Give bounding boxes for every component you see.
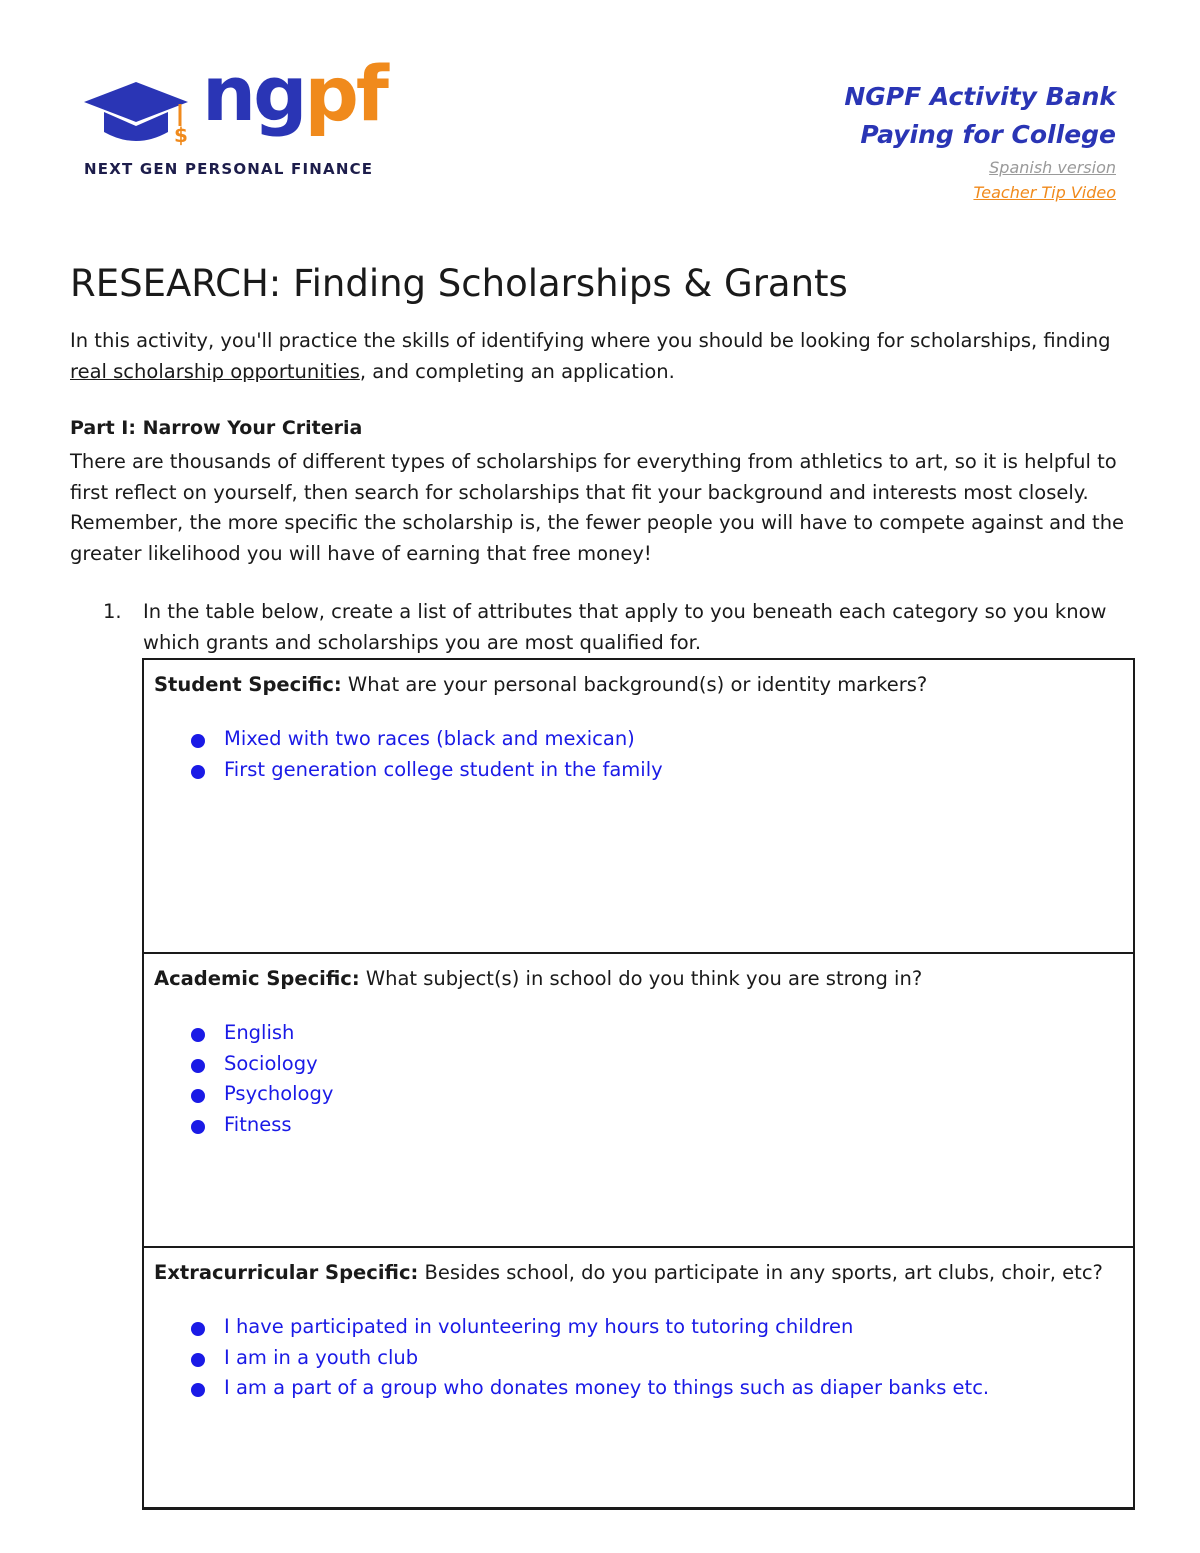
graduation-cap-icon xyxy=(84,80,202,150)
answer-item: I am in a youth club xyxy=(154,1343,1123,1374)
answer-item: I am a part of a group who donates money to things such as diaper banks etc. xyxy=(154,1373,1123,1404)
attributes-table xyxy=(142,658,1135,1510)
answer-item: Mixed with two races (black and mexican) xyxy=(154,724,1123,755)
intro-paragraph: In this activity, you'll practice the skills of identifying where you should be looking for scholarships, finding real scholarship opportunities, and completing an application. xyxy=(70,329,1111,383)
extracurricular-specific-cell[interactable] xyxy=(144,1248,1133,1507)
student-specific-cell[interactable] xyxy=(144,660,1133,954)
spanish-version-link[interactable]: Spanish version xyxy=(989,158,1116,177)
page-title: RESEARCH: Finding Scholarships & Grants xyxy=(70,262,848,305)
logo-wordmark: ngpf xyxy=(202,49,386,138)
answer-item: English xyxy=(154,1018,1123,1049)
answer-list xyxy=(154,724,1123,785)
part-heading: Part I: Narrow Your Criteria xyxy=(70,417,363,439)
unit-label: Paying for College xyxy=(860,120,1116,149)
answer-item: First generation college student in the family xyxy=(154,755,1123,786)
logo-tagline: NEXT GEN PERSONAL FINANCE xyxy=(84,160,374,178)
step-number: 1. xyxy=(103,600,122,623)
svg-text:$: $ xyxy=(174,123,188,147)
real-scholarship-opportunities-link[interactable]: real scholarship opportunities xyxy=(70,359,360,383)
activity-bank-label: NGPF Activity Bank xyxy=(844,82,1116,111)
part-description: There are thousands of different types of scholarships for everything from athletics to art, so it is helpful to first reflect on yourself, then search for scholarships that fit your background and interests most closely. Remember, the more specific the scholarship is, the fewer people you will have to compete against and the greater likelihood you will have of earning that free money! xyxy=(70,450,1125,565)
teacher-tip-video-link[interactable]: Teacher Tip Video xyxy=(973,183,1116,202)
answer-item: Psychology xyxy=(154,1079,1123,1110)
answer-list xyxy=(154,1312,1123,1404)
answer-item: I have participated in volunteering my hours to tutoring children xyxy=(154,1312,1123,1343)
cell-question: Extracurricular Specific: Besides school, do you participate in any sports, art clubs, choir, etc? xyxy=(154,1261,1103,1284)
cell-question: Student Specific: What are your personal background(s) or identity markers? xyxy=(154,673,928,696)
ngpf-logo xyxy=(84,49,386,180)
answer-list xyxy=(154,1018,1123,1140)
answer-item: Sociology xyxy=(154,1049,1123,1080)
academic-specific-cell[interactable] xyxy=(144,954,1133,1248)
header-info xyxy=(844,78,1116,202)
cell-question: Academic Specific: What subject(s) in school do you think you are strong in? xyxy=(154,967,923,990)
answer-item: Fitness xyxy=(154,1110,1123,1141)
step-text: In the table below, create a list of attributes that apply to you beneath each category so you know which grants and scholarships you are most qualified for. xyxy=(143,600,1107,654)
